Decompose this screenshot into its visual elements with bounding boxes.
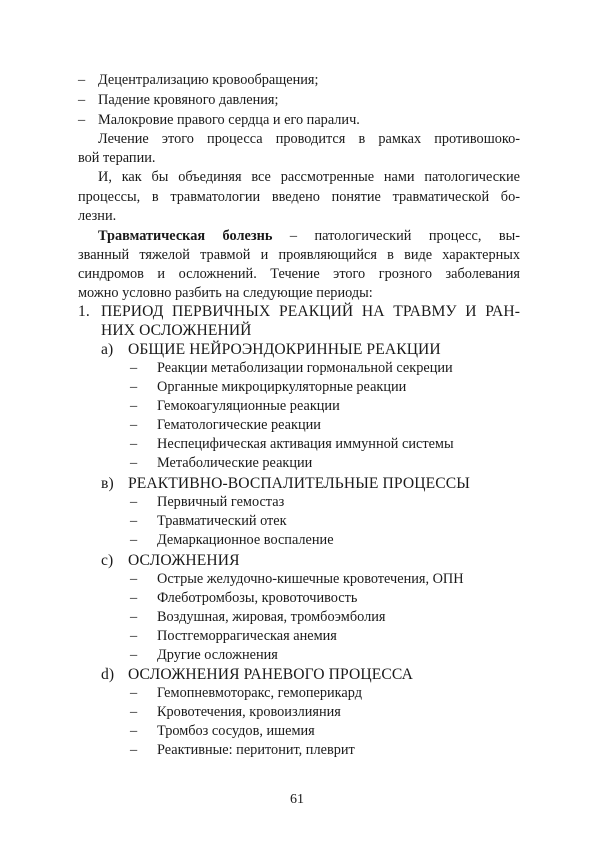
paragraph-line: процессы, в травматологии введено понятие травматической бо-: [78, 189, 520, 205]
period-number: 1.: [78, 303, 90, 320]
list-item: Гемопневмоторакс, гемоперикард: [157, 685, 362, 701]
list-item: Падение кровяного давления;: [98, 92, 279, 108]
list-item: Метаболические реакции: [157, 455, 313, 471]
list-dash: –: [130, 704, 138, 720]
list-item: Другие осложнения: [157, 647, 278, 663]
section-letter: в): [101, 475, 114, 492]
paragraph-line: званный тяжелой травмой и проявляющийся в виде характерных: [78, 247, 520, 263]
list-dash: –: [130, 398, 138, 414]
list-item: Травматический отек: [157, 513, 287, 529]
section-title: ОСЛОЖНЕНИЯ РАНЕВОГО ПРОЦЕССА: [128, 666, 413, 683]
list-dash: –: [130, 723, 138, 739]
list-item: Флеботромбозы, кровоточивость: [157, 590, 358, 606]
paragraph-line: синдромов и осложнений. Течение этого грозного заболевания: [78, 266, 520, 282]
list-item: Гемокоагуляционные реакции: [157, 398, 340, 414]
list-dash: –: [78, 72, 86, 88]
list-dash: –: [130, 360, 138, 376]
list-item: Децентрализацию кровообращения;: [98, 72, 319, 88]
list-item: Острые желудочно-кишечные кровотечения, ОПН: [157, 571, 464, 587]
list-dash: –: [130, 609, 138, 625]
list-dash: –: [130, 417, 138, 433]
page-number: 61: [290, 792, 304, 807]
list-item: Тромбоз сосудов, ишемия: [157, 723, 315, 739]
list-item: Постгеморрагическая анемия: [157, 628, 337, 644]
period-heading: ПЕРИОД ПЕРВИЧНЫХ РЕАКЦИЙ НА ТРАВМУ И РАН-: [101, 303, 520, 320]
list-dash: –: [130, 628, 138, 644]
list-item: Органные микроциркуляторные реакции: [157, 379, 407, 395]
list-dash: –: [130, 494, 138, 510]
list-dash: –: [130, 590, 138, 606]
list-dash: –: [130, 379, 138, 395]
definition-line: [98, 227, 520, 246]
list-item: Малокровие правого сердца и его паралич.: [98, 112, 360, 128]
list-dash: –: [130, 685, 138, 701]
list-dash: –: [130, 742, 138, 758]
period-heading: НИХ ОСЛОЖНЕНИЙ: [101, 322, 252, 339]
paragraph-line: лезни.: [78, 208, 117, 224]
list-dash: –: [130, 571, 138, 587]
paragraph-line: Лечение этого процесса проводится в рамках противошоко-: [98, 131, 520, 147]
section-letter: а): [101, 341, 114, 358]
section-letter: d): [101, 666, 115, 683]
list-dash: –: [130, 647, 138, 663]
list-item: Первичный гемостаз: [157, 494, 285, 510]
list-item: Кровотечения, кровоизлияния: [157, 704, 341, 720]
paragraph-line: И, как бы объединяя все рассмотренные нами патологические: [98, 169, 520, 185]
section-letter: c): [101, 552, 114, 569]
term: Травматическая болезнь: [98, 228, 273, 244]
list-item: Воздушная, жировая, тромбоэмболия: [157, 609, 386, 625]
definition-text: – патологический процесс, вы-: [272, 228, 520, 244]
list-item: Гематологические реакции: [157, 417, 321, 433]
list-dash: –: [78, 112, 86, 128]
section-title: РЕАКТИВНО-ВОСПАЛИТЕЛЬНЫЕ ПРОЦЕССЫ: [128, 475, 470, 492]
list-dash: –: [130, 436, 138, 452]
paragraph-line: вой терапии.: [78, 150, 156, 166]
list-item: Реактивные: перитонит, плеврит: [157, 742, 355, 758]
list-dash: –: [130, 513, 138, 529]
list-item: Неспецифическая активация иммунной системы: [157, 436, 454, 452]
section-title: ОСЛОЖНЕНИЯ: [128, 552, 240, 569]
list-dash: –: [130, 455, 138, 471]
list-dash: –: [78, 92, 86, 108]
list-item: Демаркационное воспаление: [157, 532, 334, 548]
list-item: Реакции метаболизации гормональной секреции: [157, 360, 453, 376]
list-dash: –: [130, 532, 138, 548]
section-title: ОБЩИЕ НЕЙРОЭНДОКРИННЫЕ РЕАКЦИИ: [128, 341, 441, 358]
paragraph-line: можно условно разбить на следующие периоды:: [78, 285, 373, 301]
